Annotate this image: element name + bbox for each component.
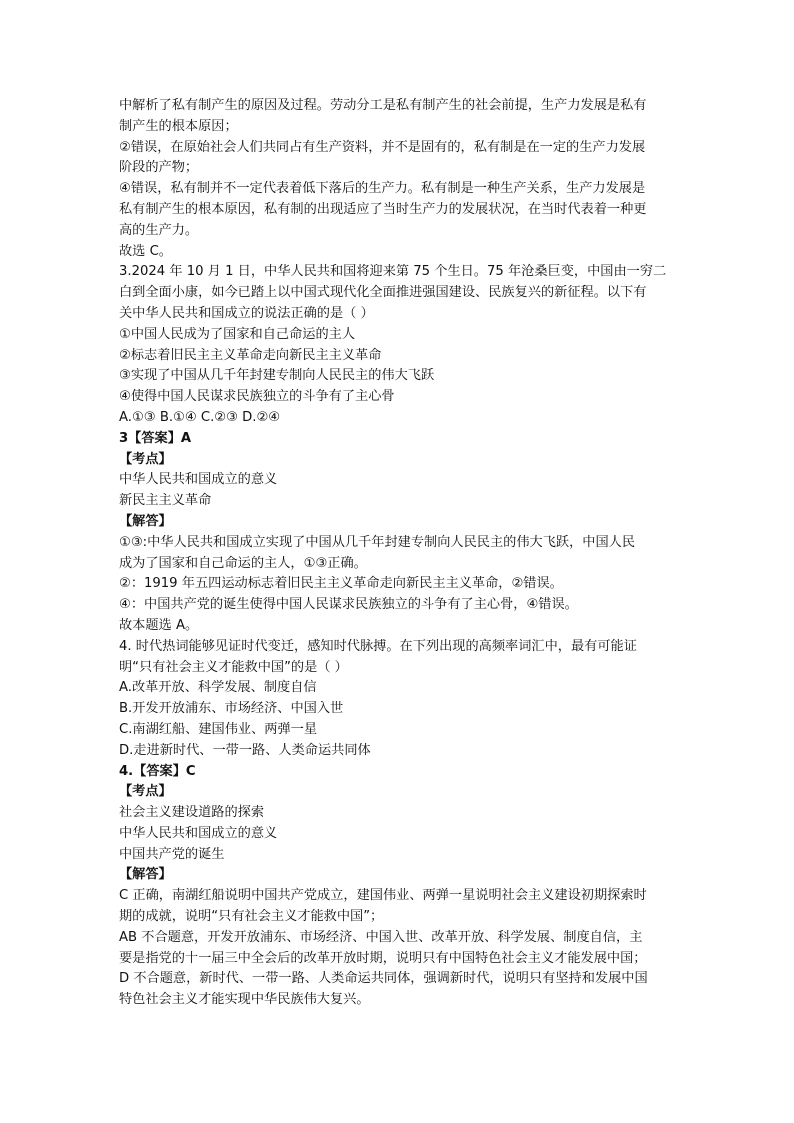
- text-line: 故本题选 A。: [119, 617, 199, 633]
- text-line: 中华人民共和国成立的意义: [119, 472, 278, 488]
- text-line: 中国共产党的诞生: [119, 846, 225, 862]
- text-line: ②：1919 年五四运动标志着旧民主主义革命走向新民主主义革命，②错误。: [119, 576, 563, 592]
- text-line: ④：中国共产党的诞生使得中国人民谋求民族独立的斗争有了主心骨，④错误。: [119, 597, 578, 613]
- text-line: 【考点】: [119, 784, 172, 800]
- text-line: 要是指党的十一届三中全会后的改革开放时期，说明只有中国特色社会主义才能发展中国；: [119, 950, 647, 966]
- text-line: 4. 时代热词能够见证时代变迁，感知时代脉搏。在下列出现的高频率词汇中，最有可能证: [119, 638, 637, 654]
- text-line: ②标志着旧民主主义革命走向新民主主义革命: [119, 347, 382, 363]
- text-line: C.南湖红船、建国伟业、两弹一星: [119, 721, 318, 737]
- text-line: 关中华人民共和国成立的说法正确的是（ ）: [119, 305, 374, 321]
- text-line: D 不合题意，新时代、一带一路、人类命运共同体，强调新时代，说明只有坚持和发展中国: [119, 971, 648, 987]
- text-line: 中华人民共和国成立的意义: [119, 825, 278, 841]
- text-line: 私有制产生的根本原因，私有制的出现适应了当时生产力的发展状况，在当时代表着一种更: [119, 201, 647, 217]
- text-line: 【解答】: [119, 513, 172, 529]
- text-line: 4.【答案】C: [119, 763, 196, 779]
- text-line: A.改革开放、科学发展、制度自信: [119, 680, 317, 696]
- text-line: 【考点】: [119, 451, 172, 467]
- text-line: 3.2024 年 10 月 1 日，中华人民共和国将迎来第 75 个生日。75 年沧桑巨变，中国由一穷二: [119, 264, 667, 280]
- text-line: D.走进新时代、一带一路、人类命运共同体: [119, 742, 371, 758]
- text-line: 社会主义建设道路的探索: [119, 805, 265, 821]
- text-line: 新民主主义革命: [119, 493, 212, 509]
- text-line: 成为了国家和自己命运的主人，①③正确。: [119, 555, 367, 571]
- text-line: ②错误，在原始社会人们共同占有生产资料，并不是固有的，私有制是在一定的生产力发展: [119, 139, 646, 155]
- text-line: 特色社会主义才能实现中华民族伟大复兴。: [119, 992, 370, 1008]
- text-line: 故选 C。: [119, 243, 172, 259]
- text-line: A.①③ B.①④ C.②③ D.②④: [119, 409, 281, 425]
- text-line: 3【答案】A: [119, 430, 192, 446]
- document-page: [119, 96, 679, 1011]
- text-line: 明“只有社会主义才能救中国”的是（ ）: [119, 659, 348, 675]
- text-line: 【解答】: [119, 867, 172, 883]
- text-line: 中解析了私有制产生的原因及过程。劳动分工是私有制产生的社会前提，生产力发展是私有: [119, 98, 647, 113]
- text-line: ③实现了中国从几千年封建专制向人民民主的伟大飞跃: [119, 368, 435, 384]
- text-line: 阶段的产物；: [119, 160, 199, 176]
- text-line: ④错误，私有制并不一定代表着低下落后的生产力。私有制是一种生产关系，生产力发展是: [119, 181, 646, 197]
- text-line: 高的生产力。: [119, 222, 199, 238]
- text-line: ④使得中国人民谋求民族独立的斗争有了主心骨: [119, 389, 395, 405]
- text-line: C 正确，南湖红船说明中国共产党成立，建国伟业、两弹一星说明社会主义建设初期探索时: [119, 888, 647, 904]
- text-line: 白到全面小康，如今已踏上以中国式现代化全面推进强国建设、民族复兴的新征程。以下有: [119, 285, 647, 301]
- text-line: AB 不合题意，开发开放浦东、市场经济、中国入世、改革开放、科学发展、制度自信，主: [119, 929, 643, 945]
- text-line: B.开发开放浦东、市场经济、中国入世: [119, 701, 344, 717]
- text-line: ①中国人民成为了国家和自己命运的主人: [119, 326, 356, 342]
- text-line: 制产生的根本原因；: [119, 118, 238, 134]
- text-line: 期的成就，说明“只有社会主义才能救中国”；: [119, 909, 384, 925]
- text-line: ①③:中华人民共和国成立实现了中国从几千年封建专制向人民民主的伟大飞跃，中国人民: [119, 534, 636, 550]
